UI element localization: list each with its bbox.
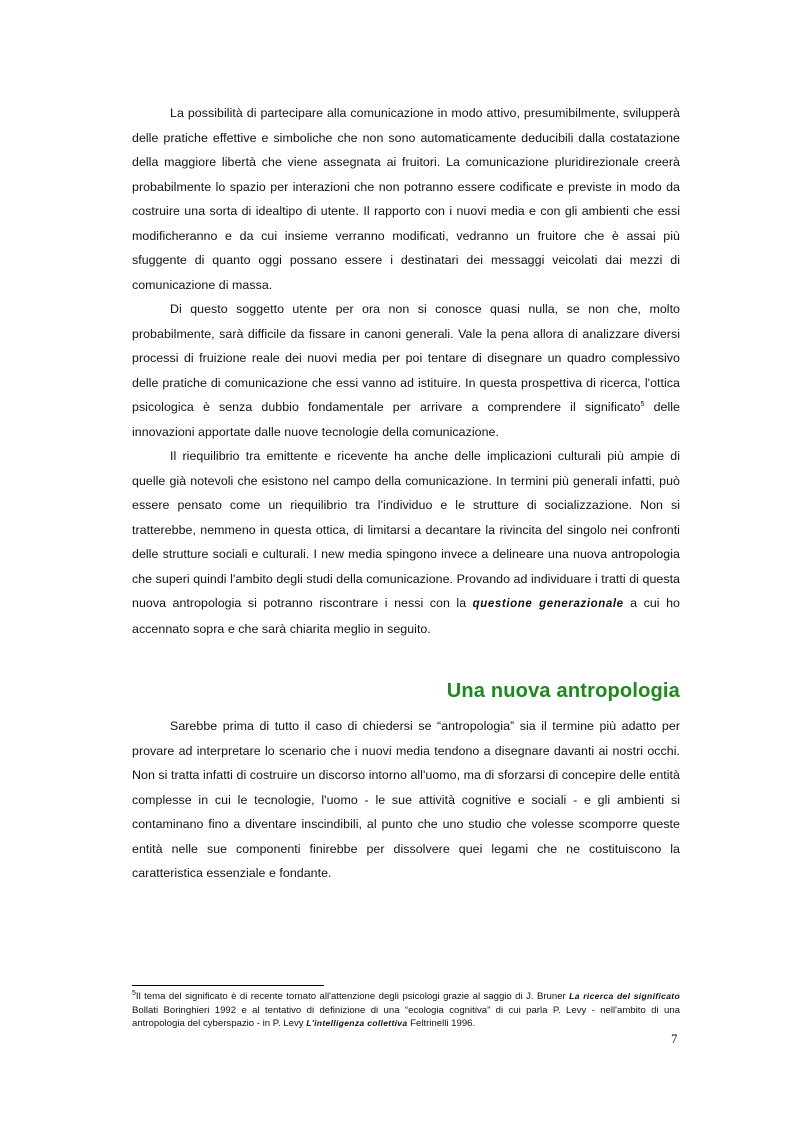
emphasis-questione-generazionale: questione generazionale — [472, 598, 624, 610]
footnote-divider — [132, 985, 324, 986]
section-1-body — [132, 101, 680, 641]
footnote-text-2: Bollati Boringhieri 1992 e al tentativo di definizione di una “ecologia cognitiva” di cui parla P. Levy - nell'ambito di una antropologia del cyberspazio - in P. Levy — [132, 1004, 680, 1030]
section-2-body — [132, 714, 680, 886]
footnote-text-3: Feltrinelli 1996. — [407, 1018, 476, 1030]
paragraph-2-text-end: delle innovazioni apportate dalle nuove tecnologie della comunicazione. — [132, 400, 680, 439]
paragraph-3 — [132, 444, 680, 641]
paragraph-4: Sarebbe prima di tutto il caso di chiedersi se “antropologia” sia il termine più adatto per provare ad interpretare lo scenario che i nuovi media tendono a disegnare davanti ai nostri occhi. Non si tratta infatti di costruire un discorso intorno all'uomo, ma di sforzarsi di concepire delle entità complesse in cui le tecnologie, l'uomo - le sue attività cognitive e sociali - e gli ambienti si contaminano fino a diventare inscindibili, al punto che uno studio che volesse scomporre queste entità nelle sue componenti finirebbe per dissolvere quei legami che ne costituiscono la caratteristica essenziale e fondante. — [132, 719, 680, 880]
paragraph-3-text-end: a cui ho accennato sopra e che sarà chiarita meglio in seguito. — [132, 596, 680, 636]
footnote-text-1: Il tema del significato è di recente tornato all'attenzione degli psicologi grazie al saggio di J. Bruner — [135, 991, 570, 1002]
paragraph-2-text: Di questo soggetto utente per ora non si conosce quasi nulla, se non che, molto probabilmente, sarà difficile da fissare in canoni generali. Vale la pena allora di analizzare diversi processi di fruizione reale dei nuovi media per poi tentare di disegnare un quadro complessivo delle pratiche di comunicazione che essi vanno ad istituire. In questa prospettiva di ricerca, l'ottica psicologica è senza dubbio fondamentale per arrivare a comprendere il significato — [132, 302, 680, 414]
footnote — [132, 990, 680, 1031]
page-number: 7 — [671, 1031, 678, 1046]
footnote-number: 5 — [132, 989, 136, 997]
paragraph-3-text: Il riequilibrio tra emittente e ricevente ha anche delle implicazioni culturali più ampie di quelle già notevoli che esistono nel campo della comunicazione. In termini più generali infatti, può essere pensato come un riequilibrio tra l'individuo e le strutture di socializzazione. Non si tratterebbe, nemmeno in questa ottica, di limitarsi a decantare la rivincita del singolo nei confronti delle strutture sociali e culturali. I new media spingono invece a delineare una nuova antropologia che superi quindi l'ambito degli studi della comunicazione. Provando ad individuare i tratti di questa nuova antropologia si potranno riscontrare i nessi con la — [132, 449, 680, 610]
section-heading: Una nuova antropologia — [446, 680, 680, 702]
footnote-title-1: La ricerca del significato — [569, 991, 681, 1001]
paragraph-2 — [132, 297, 680, 444]
paragraph-1: La possibilità di partecipare alla comunicazione in modo attivo, presumibilmente, svilupperà delle pratiche effettive e simboliche che non sono automaticamente deducibili dalla costatazione della maggiore libertà che viene assegnata ai fruitori. La comunicazione pluridirezionale creerà probabilmente lo spazio per interazioni che non potranno essere codificate e previste in modo da costruire una sorta di idealtipo di utente. Il rapporto con i nuovi media e con gli ambienti che essi modificheranno e da cui insieme verranno modificati, vedranno un fruitore che è assai più sfuggente di quanto oggi possano essere i destinatari dei messaggi veicolati dai mezzi di comunicazione di massa. — [132, 106, 680, 292]
footnote-reference: 5 — [640, 400, 645, 408]
footnote-title-2: L'intelligenza collettiva — [306, 1018, 408, 1029]
